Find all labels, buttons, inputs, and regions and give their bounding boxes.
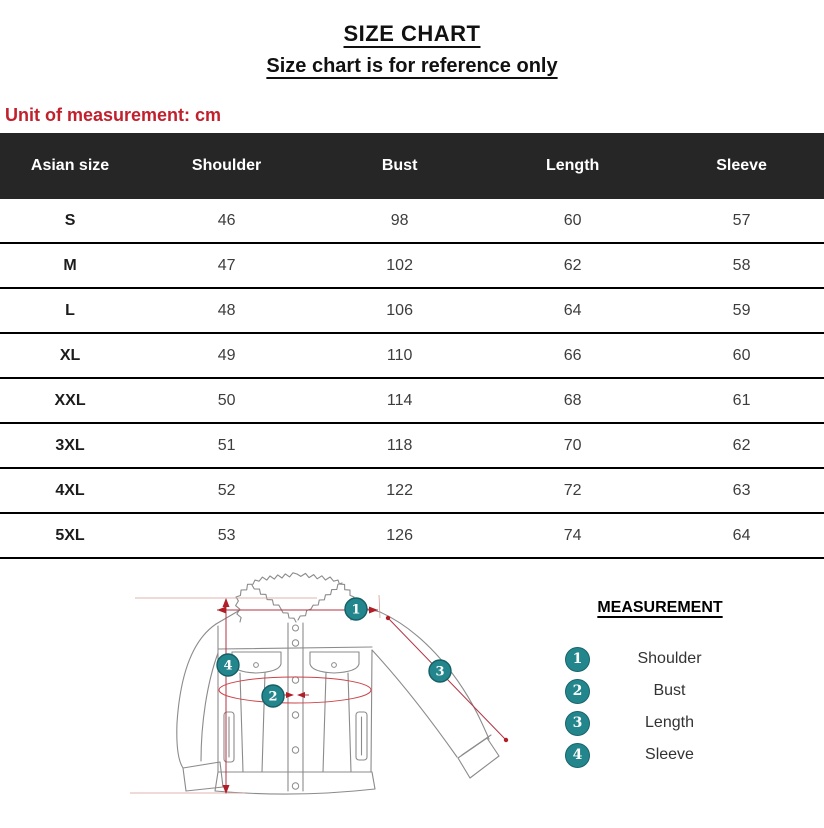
shoulder-value: 46 xyxy=(217,211,236,229)
svg-text:1: 1 xyxy=(351,602,361,618)
table-row xyxy=(0,424,824,469)
legend-item-sleeve xyxy=(545,739,775,771)
table-row xyxy=(0,334,824,379)
shoulder-value: 49 xyxy=(217,346,236,364)
legend-label: Shoulder xyxy=(637,650,702,667)
size-label: 4XL xyxy=(55,481,85,499)
shoulder-value: 47 xyxy=(217,256,236,274)
legend-item-length xyxy=(545,707,775,739)
size-label: XXL xyxy=(54,391,86,409)
length-value: 64 xyxy=(563,301,582,319)
svg-text:4: 4 xyxy=(223,658,233,674)
shoulder-value: 48 xyxy=(217,301,236,319)
length-value: 72 xyxy=(563,481,582,499)
legend-badge-1: 1 xyxy=(565,647,590,672)
shoulder-value: 52 xyxy=(217,481,236,499)
collar-right-lapel xyxy=(298,583,342,620)
page-subtitle: Size chart is for reference only xyxy=(266,55,558,77)
size-label: XL xyxy=(59,346,81,364)
jacket-measurement-diagram xyxy=(85,565,555,825)
bust-value: 106 xyxy=(386,301,413,319)
measurement-lines xyxy=(130,595,508,794)
sleeve-value: 64 xyxy=(732,526,751,544)
bust-value: 102 xyxy=(386,256,413,274)
table-row xyxy=(0,469,824,514)
length-value: 60 xyxy=(563,211,582,229)
marker-4-sleeve xyxy=(217,654,239,676)
size-table xyxy=(0,133,824,559)
page-title: SIZE CHART xyxy=(343,21,481,46)
legend-item-shoulder xyxy=(545,643,775,675)
legend-label: Bust xyxy=(653,682,686,699)
legend-item-bust xyxy=(545,675,775,707)
column-header-sleeve: Sleeve xyxy=(716,157,767,174)
collar-left-lapel xyxy=(252,585,296,622)
measurement-legend-heading: MEASUREMENT xyxy=(597,599,723,616)
table-row xyxy=(0,289,824,334)
table-row xyxy=(0,514,824,559)
length-value: 70 xyxy=(563,436,582,454)
shoulder-value: 51 xyxy=(217,436,236,454)
unit-of-measurement-note: Unit of measurement: cm xyxy=(5,105,222,125)
size-label: S xyxy=(64,211,76,229)
sherpa-collar-outline xyxy=(236,573,355,622)
length-value: 68 xyxy=(563,391,582,409)
measurement-legend xyxy=(545,643,775,771)
sleeve-value: 62 xyxy=(732,436,751,454)
size-label: 5XL xyxy=(55,526,85,544)
svg-text:2: 2 xyxy=(268,689,278,705)
legend-label: Length xyxy=(645,714,694,731)
bust-value: 110 xyxy=(386,346,413,364)
sleeve-value: 61 xyxy=(732,391,751,409)
sleeve-value: 60 xyxy=(732,346,751,364)
legend-badge-4: 4 xyxy=(565,743,590,768)
column-header-asian-size: Asian size xyxy=(30,157,110,174)
table-row xyxy=(0,199,824,244)
marker-2-bust xyxy=(262,685,284,707)
bust-value: 126 xyxy=(386,526,413,544)
table-row xyxy=(0,244,824,289)
bust-value: 122 xyxy=(386,481,413,499)
sleeve-value: 57 xyxy=(732,211,751,229)
length-value: 74 xyxy=(563,526,582,544)
sleeve-value: 58 xyxy=(732,256,751,274)
sleeve-value: 63 xyxy=(732,481,751,499)
table-row xyxy=(0,379,824,424)
size-label: 3XL xyxy=(55,436,85,454)
bust-value: 118 xyxy=(386,436,413,454)
bust-value: 98 xyxy=(390,211,409,229)
shoulder-value: 50 xyxy=(217,391,236,409)
length-value: 66 xyxy=(563,346,582,364)
legend-badge-2: 2 xyxy=(565,679,590,704)
legend-label: Sleeve xyxy=(645,746,694,763)
legend-badge-3: 3 xyxy=(565,711,590,736)
size-label: M xyxy=(63,256,77,274)
marker-3-length xyxy=(429,660,451,682)
column-header-shoulder: Shoulder xyxy=(191,157,262,174)
size-label: L xyxy=(65,301,75,319)
sleeve-value: 59 xyxy=(732,301,751,319)
button-placket xyxy=(254,625,337,789)
table-header-row xyxy=(0,133,824,199)
marker-1-shoulder xyxy=(345,598,367,620)
bust-value: 114 xyxy=(386,391,413,409)
length-value: 62 xyxy=(563,256,582,274)
column-header-length: Length xyxy=(545,157,600,174)
svg-text:3: 3 xyxy=(435,664,445,680)
shoulder-value: 53 xyxy=(217,526,236,544)
column-header-bust: Bust xyxy=(381,157,418,174)
